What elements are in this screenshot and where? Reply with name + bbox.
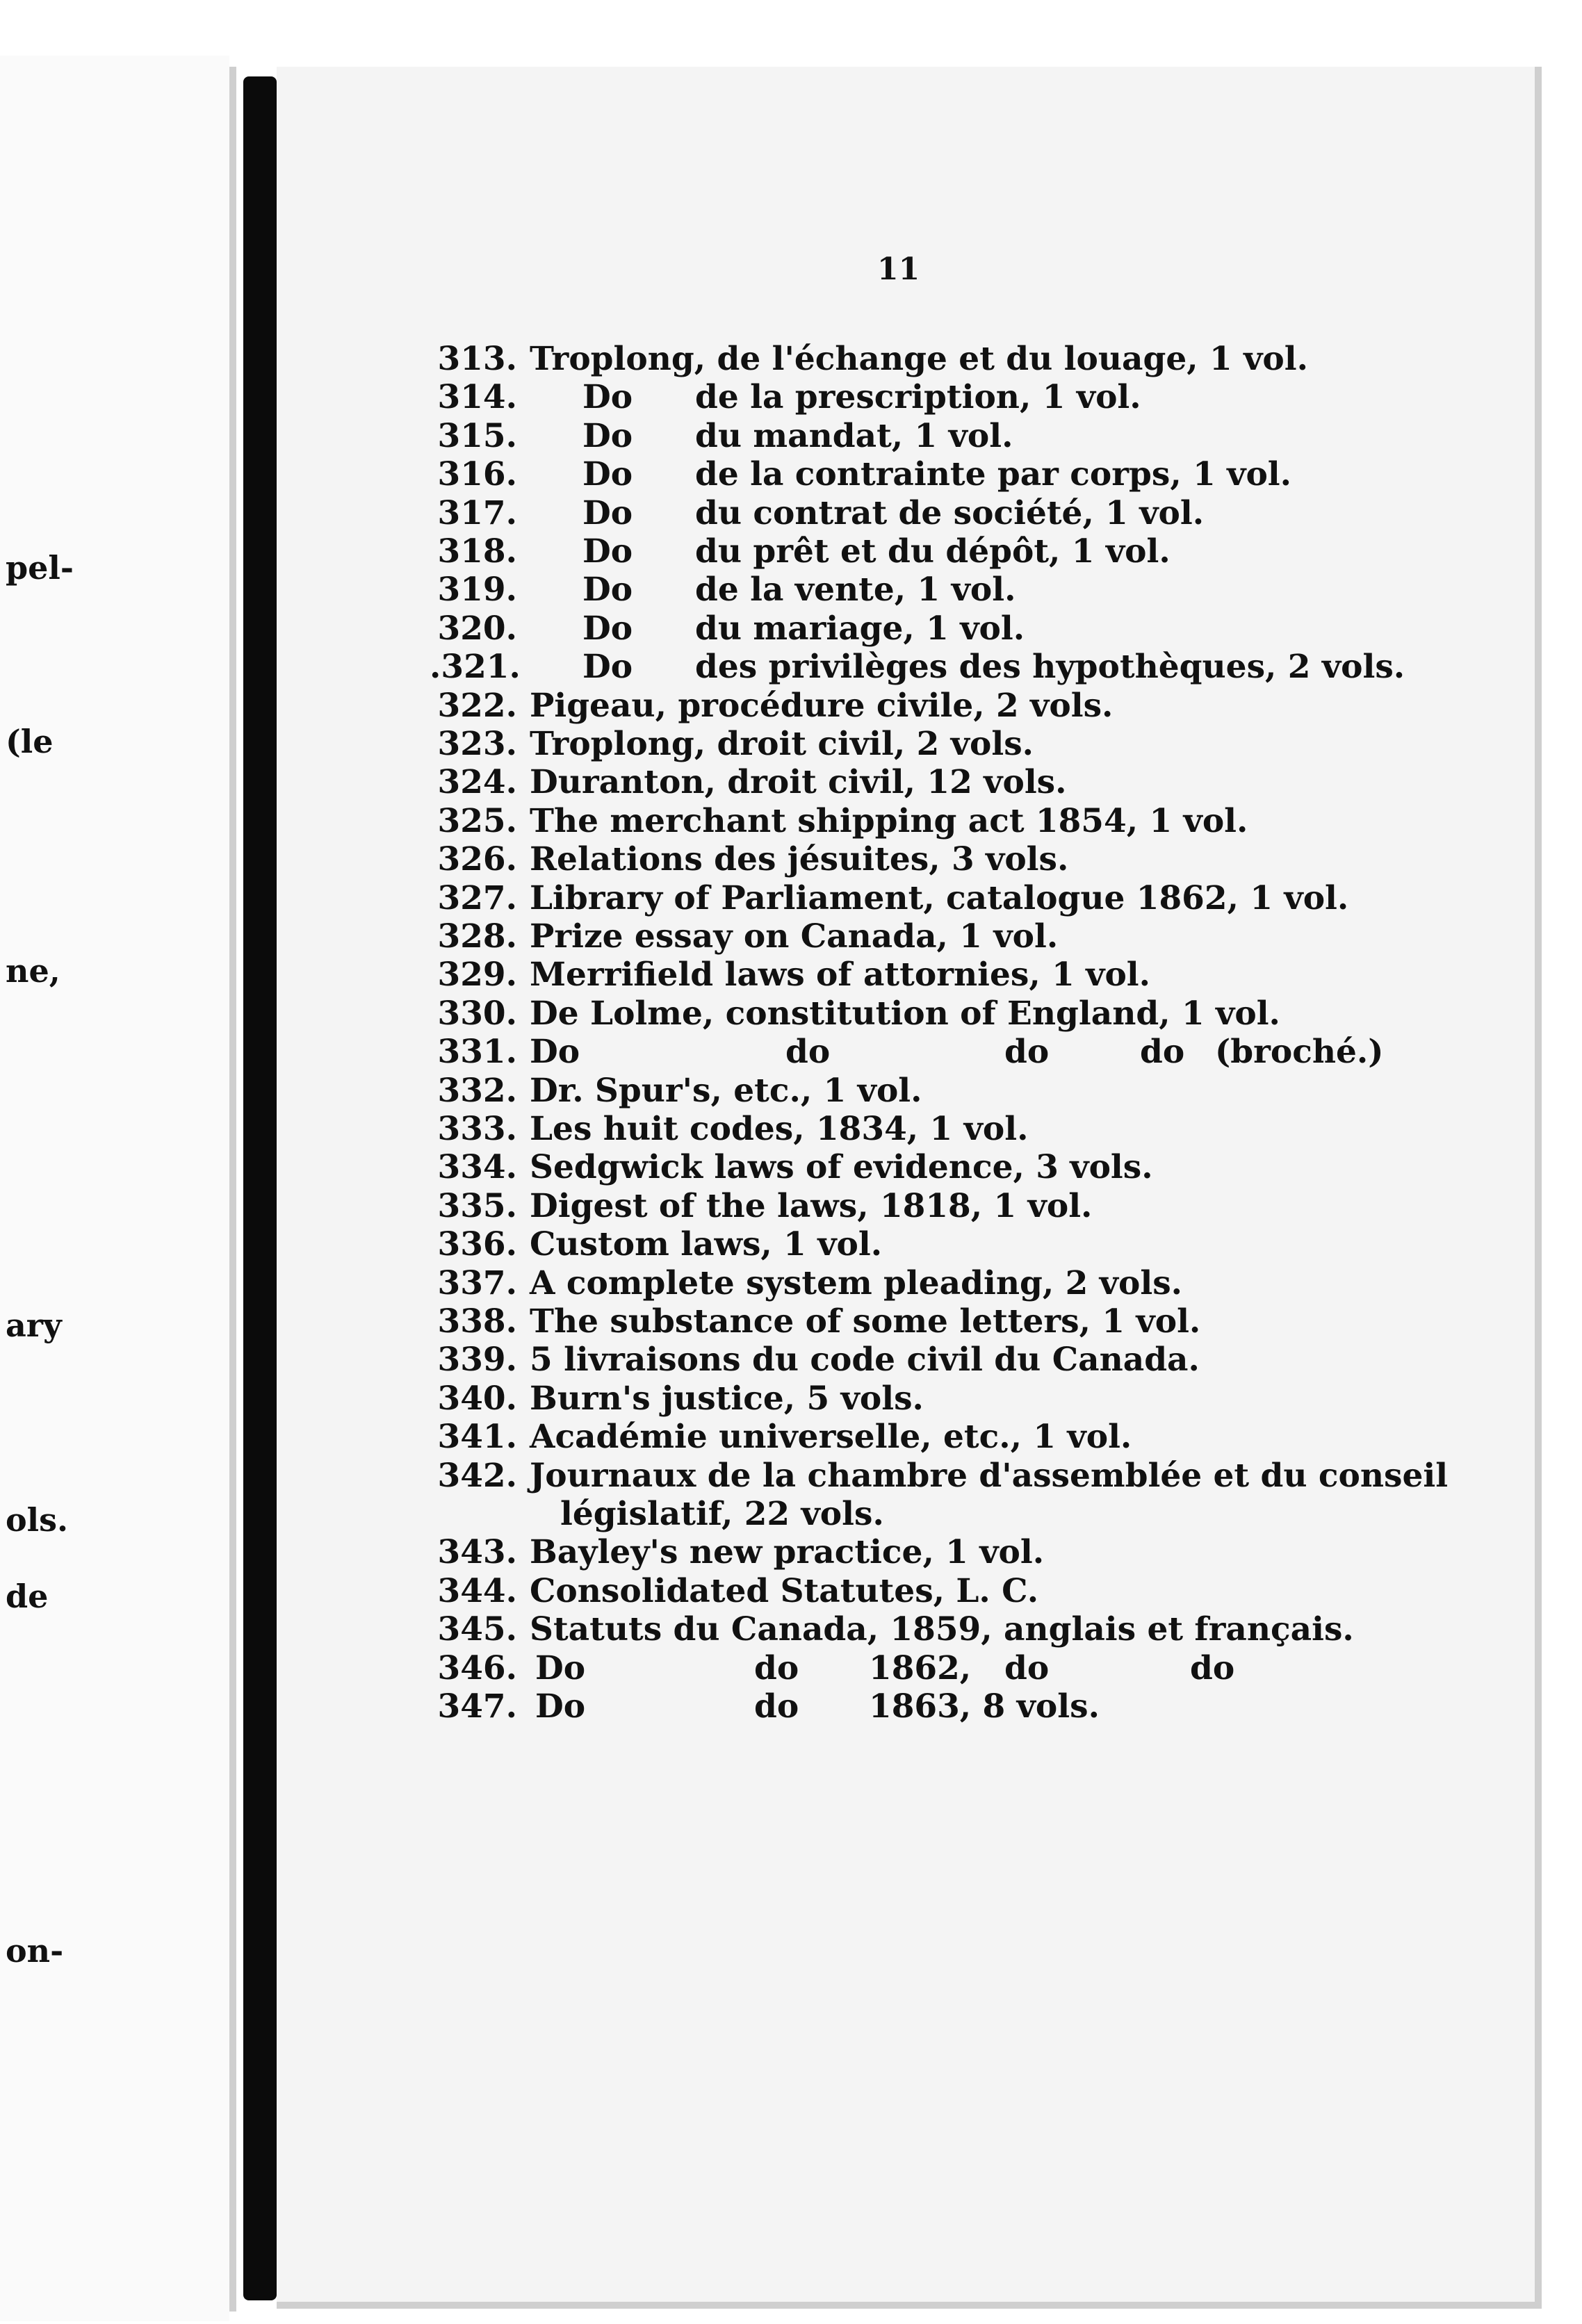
entry-title: Statuts du Canada, 1859, anglais et français. <box>530 1610 1354 1649</box>
entry-title: Digest of the laws, 1818, 1 vol. <box>530 1186 1093 1225</box>
entry-title: Custom laws, 1 vol. <box>530 1225 883 1264</box>
catalogue-entry <box>0 1610 1582 1650</box>
entry-number: 326. <box>437 840 517 879</box>
entry-title: Journaux de la chambre d'assemblée et du conseil <box>530 1456 1449 1495</box>
entry-number: 329. <box>437 956 517 995</box>
entry-number: 322. <box>437 686 517 725</box>
entry-number: 314. <box>437 378 517 417</box>
entry-title: Troplong, droit civil, 2 vols. <box>530 725 1034 763</box>
catalogue-entry <box>0 878 1582 919</box>
entry-number: 340. <box>437 1379 517 1418</box>
entry-title: Pigeau, procédure civile, 2 vols. <box>530 686 1114 725</box>
entry-number: .321. <box>430 648 521 687</box>
entry-title: Sedgwick laws of evidence, 3 vols. <box>530 1148 1153 1187</box>
entry-column: do <box>754 1648 799 1687</box>
catalogue-entry <box>0 1147 1582 1188</box>
left-fragment: (le <box>6 723 54 760</box>
entry-title: Troplong, de l'échange et du louage, 1 vol. <box>530 340 1308 378</box>
entry-number: 338. <box>437 1302 517 1341</box>
catalogue-entry <box>0 570 1582 610</box>
catalogue-entry <box>0 1032 1582 1072</box>
entry-title: The substance of some letters, 1 vol. <box>530 1302 1201 1341</box>
entry-title: Duranton, droit civil, 12 vols. <box>530 763 1067 802</box>
entry-number: 334. <box>437 1148 517 1187</box>
left-fragment: ary <box>6 1307 62 1344</box>
entry-continuation: législatif, 22 vols. <box>560 1495 884 1533</box>
catalogue-entry <box>0 647 1582 687</box>
entry-number: 339. <box>437 1341 517 1380</box>
entry-number: 347. <box>437 1687 517 1726</box>
entry-column: des privilèges des hypothèques, 2 vols. <box>695 648 1405 687</box>
entry-number: 331. <box>437 1033 517 1072</box>
entry-number: 324. <box>437 763 517 802</box>
catalogue-entry <box>0 1071 1582 1111</box>
catalogue-entry <box>0 1186 1582 1227</box>
entry-number: 337. <box>437 1263 517 1302</box>
catalogue-entry <box>0 724 1582 764</box>
catalogue-entry <box>0 994 1582 1034</box>
entry-column: do <box>754 1687 799 1726</box>
catalogue-entry <box>0 1571 1582 1612</box>
entry-number: 345. <box>437 1610 517 1649</box>
entry-title: Relations des jésuites, 3 vols. <box>530 840 1069 879</box>
entry-column: de la prescription, 1 vol. <box>695 378 1141 417</box>
catalogue-entry <box>0 762 1582 803</box>
ditto-mark: Do <box>582 648 633 687</box>
entry-column: do <box>1140 1033 1185 1072</box>
entry-column: do <box>785 1033 831 1072</box>
ditto-mark: Do <box>582 571 633 609</box>
catalogue-entry <box>0 339 1582 379</box>
catalogue-entry <box>0 686 1582 726</box>
entry-number: 332. <box>437 1071 517 1110</box>
entry-number: 333. <box>437 1110 517 1148</box>
entry-column: de la vente, 1 vol. <box>695 571 1016 609</box>
entry-number: 330. <box>437 994 517 1033</box>
ditto-mark: Do <box>582 532 633 571</box>
entry-title: Les huit codes, 1834, 1 vol. <box>530 1110 1029 1148</box>
left-fragment: ols. <box>6 1501 69 1539</box>
entry-title: Prize essay on Canada, 1 vol. <box>530 917 1059 956</box>
catalogue-entry <box>0 493 1582 534</box>
entry-column: de la contrainte par corps, 1 vol. <box>695 455 1292 494</box>
entry-number: 319. <box>437 571 517 609</box>
left-fragment: de <box>6 1578 49 1615</box>
entry-number: 341. <box>437 1418 517 1457</box>
left-fragment: ne, <box>6 952 60 990</box>
entry-title: Bayley's new practice, 1 vol. <box>530 1533 1045 1572</box>
entry-title: The merchant shipping act 1854, 1 vol. <box>530 801 1248 840</box>
entry-number: 316. <box>437 455 517 494</box>
entry-title: Burn's justice, 5 vols. <box>530 1379 924 1418</box>
catalogue-entry <box>0 1109 1582 1149</box>
entry-column: do <box>1004 1033 1050 1072</box>
entry-number: 328. <box>437 917 517 956</box>
entry-number: 313. <box>437 340 517 378</box>
entry-column: 1862, <box>869 1648 972 1687</box>
catalogue-entry <box>0 917 1582 957</box>
catalogue-entry <box>0 840 1582 880</box>
entry-column: 1863, 8 vols. <box>869 1687 1100 1726</box>
catalogue-entry <box>0 955 1582 995</box>
catalogue-entry <box>0 1302 1582 1342</box>
entry-column: du mandat, 1 vol. <box>695 416 1013 455</box>
entry-column: du mariage, 1 vol. <box>695 609 1025 648</box>
entry-number: 318. <box>437 532 517 571</box>
ditto-mark: Do <box>582 609 633 648</box>
catalogue-entry <box>0 532 1582 572</box>
entry-column: do <box>1004 1648 1050 1687</box>
left-fragment: pel- <box>6 549 74 587</box>
entry-title: Library of Parliament, catalogue 1862, 1 vol. <box>530 878 1349 917</box>
entry-number: 327. <box>437 878 517 917</box>
entry-title: Académie universelle, etc., 1 vol. <box>530 1418 1132 1457</box>
entry-number: 323. <box>437 725 517 763</box>
catalogue-entry <box>0 1225 1582 1265</box>
entry-title: Merrifield laws of attornies, 1 vol. <box>530 956 1151 995</box>
entry-number: 344. <box>437 1571 517 1610</box>
entry-number: 336. <box>437 1225 517 1264</box>
ditto-mark: Do <box>582 416 633 455</box>
entry-column: du contrat de société, 1 vol. <box>695 493 1205 532</box>
ditto-mark: Do <box>582 378 633 417</box>
ditto-mark: Do <box>582 455 633 494</box>
catalogue-entry <box>0 1417 1582 1457</box>
entry-number: 317. <box>437 493 517 532</box>
ditto-mark: Do <box>535 1687 586 1726</box>
left-fragment: on- <box>6 1932 64 1970</box>
catalogue-entry <box>0 1687 1582 1727</box>
entry-number: 335. <box>437 1186 517 1225</box>
entry-column: do <box>1190 1648 1235 1687</box>
catalogue-entry <box>0 416 1582 457</box>
entry-number: 320. <box>437 609 517 648</box>
entry-number: 325. <box>437 801 517 840</box>
entry-number: 343. <box>437 1533 517 1572</box>
entry-number: 346. <box>437 1648 517 1687</box>
catalogue-entry <box>0 1379 1582 1419</box>
entry-title: A complete system pleading, 2 vols. <box>530 1263 1183 1302</box>
catalogue-entry <box>0 1532 1582 1573</box>
ditto-mark: Do <box>582 493 633 532</box>
entry-number: 342. <box>437 1456 517 1495</box>
catalogue-entry <box>0 1340 1582 1380</box>
catalogue-entry <box>0 1263 1582 1304</box>
entry-column: (broché.) <box>1215 1033 1384 1072</box>
entry-title: Dr. Spur's, etc., 1 vol. <box>530 1071 922 1110</box>
catalogue-entry <box>0 801 1582 842</box>
catalogue-entry <box>0 377 1582 418</box>
entry-title: 5 livraisons du code civil du Canada. <box>530 1341 1200 1380</box>
ditto-mark: Do <box>535 1648 586 1687</box>
catalogue-entry <box>0 609 1582 649</box>
entry-title: Consolidated Statutes, L. C. <box>530 1571 1039 1610</box>
entry-column: du prêt et du dépôt, 1 vol. <box>695 532 1171 571</box>
catalogue-entry <box>0 1648 1582 1689</box>
catalogue-entry <box>0 1456 1582 1496</box>
entry-number: 315. <box>437 416 517 455</box>
page-number: 11 <box>877 252 920 287</box>
entry-title: De Lolme, constitution of England, 1 vol. <box>530 994 1280 1033</box>
ditto-mark: Do <box>530 1033 580 1072</box>
catalogue-entry <box>0 455 1582 495</box>
